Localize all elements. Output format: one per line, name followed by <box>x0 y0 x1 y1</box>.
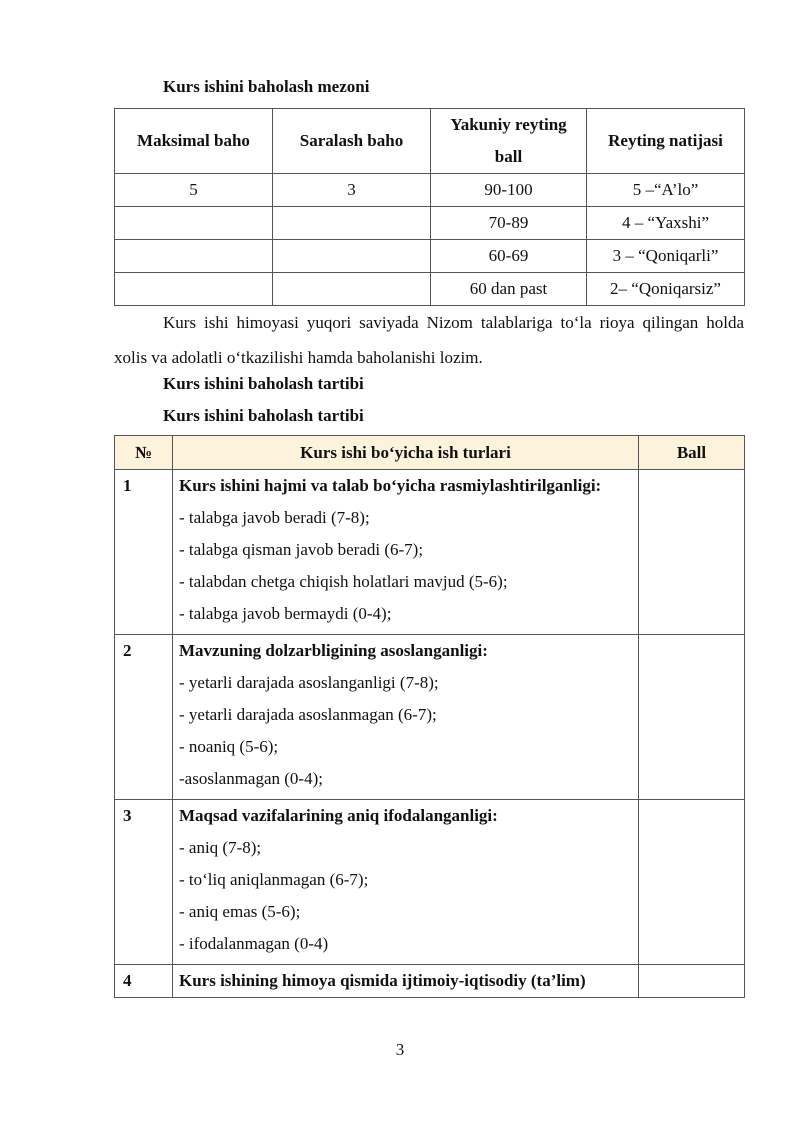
table-cell: 60-69 <box>431 240 587 273</box>
table-cell: 2– “Qoniqarsiz” <box>587 273 745 306</box>
table-header-row <box>115 436 745 470</box>
heading-grading-procedure-repeat: Kurs ishini baholash tartibi <box>163 406 364 425</box>
table-row <box>115 174 745 207</box>
header-work-types: Kurs ishi bo‘yicha ish turlari <box>173 436 639 470</box>
row-ball <box>639 470 745 635</box>
list-item: - ifodalanmagan (0-4) <box>179 934 329 953</box>
table-row <box>115 240 745 273</box>
table-cell <box>115 207 273 240</box>
row-number: 3 <box>115 800 173 965</box>
row-number: 2 <box>115 635 173 800</box>
row-title: Mavzuning dolzarbligining asoslanganligi: <box>179 641 488 660</box>
table-row <box>115 470 745 635</box>
header-pass-grade: Saralash baho <box>273 109 431 174</box>
row-content <box>173 470 639 635</box>
table-header-row <box>115 109 745 174</box>
list-item: - talabga javob bermaydi (0-4); <box>179 604 392 623</box>
heading-grading-procedure: Kurs ishini baholash tartibi <box>163 374 364 393</box>
table-cell: 90-100 <box>431 174 587 207</box>
table-cell: 3 – “Qoniqarli” <box>587 240 745 273</box>
list-item: -asoslanmagan (0-4); <box>179 769 323 788</box>
table-cell: 5 <box>115 174 273 207</box>
row-title: Kurs ishini hajmi va talab bo‘yicha rasmiylashtirilganligi: <box>179 476 602 495</box>
list-item: - to‘liq aniqlanmagan (6-7); <box>179 870 369 889</box>
header-final-score: Yakuniy reyting ball <box>431 109 587 174</box>
body-paragraph: Kurs ishi himoyasi yuqori saviyada Nizom talablariga to‘la rioya qilingan holda xolis va adolatli o‘tkazilishi hamda baholanishi lozim. <box>114 313 744 367</box>
row-number: 1 <box>115 470 173 635</box>
table-cell <box>273 207 431 240</box>
row-title: Kurs ishining himoya qismida ijtimoiy-iqtisodiy (ta’lim) <box>179 971 586 990</box>
header-result: Reyting natijasi <box>587 109 745 174</box>
table-row <box>115 207 745 240</box>
row-content <box>173 965 639 998</box>
grading-procedure-table <box>114 435 745 998</box>
table-cell: 5 –“A’lo” <box>587 174 745 207</box>
table-row <box>115 635 745 800</box>
header-ball: Ball <box>639 436 745 470</box>
table-cell <box>273 273 431 306</box>
list-item: - talabdan chetga chiqish holatlari mavjud (5-6); <box>179 572 508 591</box>
table-row <box>115 965 745 998</box>
row-ball <box>639 635 745 800</box>
row-title: Maqsad vazifalarining aniq ifodalanganligi: <box>179 806 498 825</box>
table-cell <box>273 240 431 273</box>
page-number: 3 <box>395 1040 405 1059</box>
table-row <box>115 273 745 306</box>
row-ball <box>639 965 745 998</box>
list-item: - talabga javob beradi (7-8); <box>179 508 370 527</box>
table-cell <box>115 273 273 306</box>
header-number: № <box>115 436 173 470</box>
row-content <box>173 800 639 965</box>
table-cell: 3 <box>273 174 431 207</box>
header-max-grade: Maksimal baho <box>115 109 273 174</box>
grading-criteria-table <box>114 108 745 306</box>
list-item: - noaniq (5-6); <box>179 737 279 756</box>
table-cell <box>115 240 273 273</box>
list-item: - yetarli darajada asoslanmagan (6-7); <box>179 705 437 724</box>
list-item: - aniq (7-8); <box>179 838 262 857</box>
list-item: - aniq emas (5-6); <box>179 902 301 921</box>
heading-grading-criteria: Kurs ishini baholash mezoni <box>163 77 370 96</box>
table-cell: 70-89 <box>431 207 587 240</box>
row-number: 4 <box>115 965 173 998</box>
row-ball <box>639 800 745 965</box>
list-item: - talabga qisman javob beradi (6-7); <box>179 540 424 559</box>
table-cell: 4 – “Yaxshi” <box>587 207 745 240</box>
row-content <box>173 635 639 800</box>
table-row <box>115 800 745 965</box>
list-item: - yetarli darajada asoslanganligi (7-8); <box>179 673 439 692</box>
table-cell: 60 dan past <box>431 273 587 306</box>
